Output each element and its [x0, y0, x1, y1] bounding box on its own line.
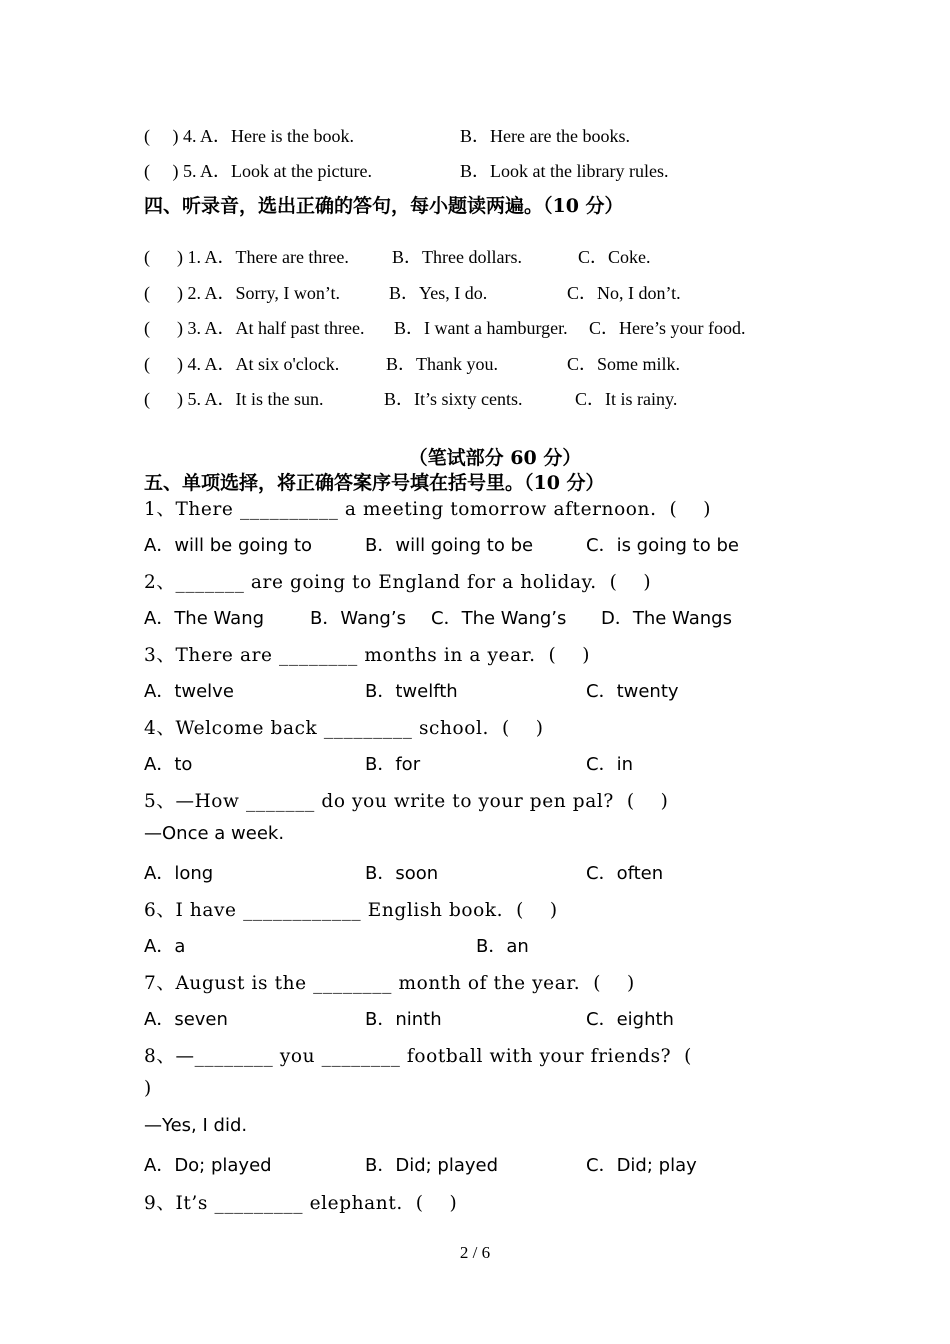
- s5-q2-option-c: C．The Wang’s: [431, 608, 567, 629]
- s5-q3-option-a: A．twelve: [144, 681, 234, 702]
- s5-q8-stem-continued: ): [144, 1078, 152, 1099]
- s5-q3-stem: 3、There are ________ months in a year. ( ): [144, 645, 591, 666]
- s5-q7-stem: 7、August is the ________ month of the year. ( ): [144, 973, 635, 994]
- page-number: 2 / 6: [459, 1243, 491, 1262]
- s5-q8-option-c: C．Did; play: [586, 1155, 697, 1176]
- s4-q2-option-a: ( ) 2. A．Sorry, I won’t.: [144, 283, 340, 303]
- s4-q1-option-b: B．Three dollars.: [392, 247, 522, 267]
- section5-title: 五、单项选择，将正确答案序号填在括号里。（10 分）: [144, 472, 605, 494]
- s5-q5-stem: 5、—How _______ do you write to your pen pal? ( ): [144, 791, 669, 812]
- s4-q1-option-a: ( ) 1. A．There are three.: [144, 247, 349, 267]
- s4-q3-option-a: ( ) 3. A．At half past three.: [144, 318, 365, 338]
- s4-q4-option-a: ( ) 4. A．At six o'clock.: [144, 354, 340, 374]
- s5-q1-option-b: B．will going to be: [365, 535, 534, 556]
- s5-q9-stem: 9、It’s _________ elephant. ( ): [144, 1193, 458, 1214]
- s5-q4-option-b: B．for: [365, 754, 421, 775]
- s5-q1-stem: 1、There __________ a meeting tomorrow afternoon. ( ): [144, 499, 712, 520]
- s4-q3-option-c: C．Here’s your food.: [589, 318, 746, 338]
- s4-q2-option-c: C．No, I don’t.: [567, 283, 681, 303]
- s5-q8-reply: —Yes, I did.: [144, 1115, 248, 1136]
- s5-q2-option-a: A．The Wang: [144, 608, 265, 629]
- s4-q5-option-b: B．It’s sixty cents.: [384, 389, 523, 409]
- s5-q5-option-c: C．often: [586, 863, 664, 884]
- s5-q4-option-c: C．in: [586, 754, 633, 775]
- s5-q4-stem: 4、Welcome back _________ school. ( ): [144, 718, 544, 739]
- s5-q3-option-b: B．twelfth: [365, 681, 458, 702]
- s5-q5-option-a: A．long: [144, 863, 214, 884]
- s5-q7-option-c: C．eighth: [586, 1009, 674, 1030]
- p3-q5-stem: ( ) 5. A．Look at the picture.: [144, 161, 372, 181]
- s5-q2-option-b: B．Wang’s: [310, 608, 406, 629]
- s5-q1-option-a: A．will be going to: [144, 535, 313, 556]
- s5-q8-option-b: B．Did; played: [365, 1155, 499, 1176]
- s4-q2-option-b: B．Yes, I do.: [389, 283, 488, 303]
- s5-q6-option-a: A．a: [144, 936, 186, 957]
- s5-q5-reply: —Once a week.: [144, 823, 285, 844]
- s5-q7-option-b: B．ninth: [365, 1009, 442, 1030]
- s5-q2-option-d: D．The Wangs: [601, 608, 732, 629]
- s5-q6-option-b: B．an: [476, 936, 529, 957]
- p3-q5-option-b: B．Look at the library rules.: [460, 161, 669, 181]
- s5-q6-stem: 6、I have ____________ English book. ( ): [144, 900, 558, 921]
- s5-q2-stem: 2、_______ are going to England for a holiday. ( ): [144, 572, 652, 593]
- s5-q4-option-a: A．to: [144, 754, 193, 775]
- s5-q8-option-a: A．Do; played: [144, 1155, 272, 1176]
- p3-q4-stem: ( ) 4. A．Here is the book.: [144, 126, 354, 146]
- s5-q3-option-c: C．twenty: [586, 681, 679, 702]
- section4-title: 四、听录音，选出正确的答句，每小题读两遍。（10 分）: [144, 195, 624, 217]
- s4-q5-option-c: C．It is rainy.: [575, 389, 678, 409]
- p3-q4-option-b: B．Here are the books.: [460, 126, 630, 146]
- written-part-header: （笔试部分 60 分）: [408, 447, 582, 469]
- s5-q8-stem: 8、—________ you ________ football with your friends? (: [144, 1046, 692, 1067]
- s5-q5-option-b: B．soon: [365, 863, 439, 884]
- s4-q4-option-c: C．Some milk.: [567, 354, 681, 374]
- s4-q4-option-b: B．Thank you.: [386, 354, 498, 374]
- s5-q7-option-a: A．seven: [144, 1009, 228, 1030]
- s4-q3-option-b: B．I want a hamburger.: [394, 318, 568, 338]
- s4-q1-option-c: C．Coke.: [578, 247, 651, 267]
- s5-q1-option-c: C．is going to be: [586, 535, 739, 556]
- s4-q5-option-a: ( ) 5. A．It is the sun.: [144, 389, 324, 409]
